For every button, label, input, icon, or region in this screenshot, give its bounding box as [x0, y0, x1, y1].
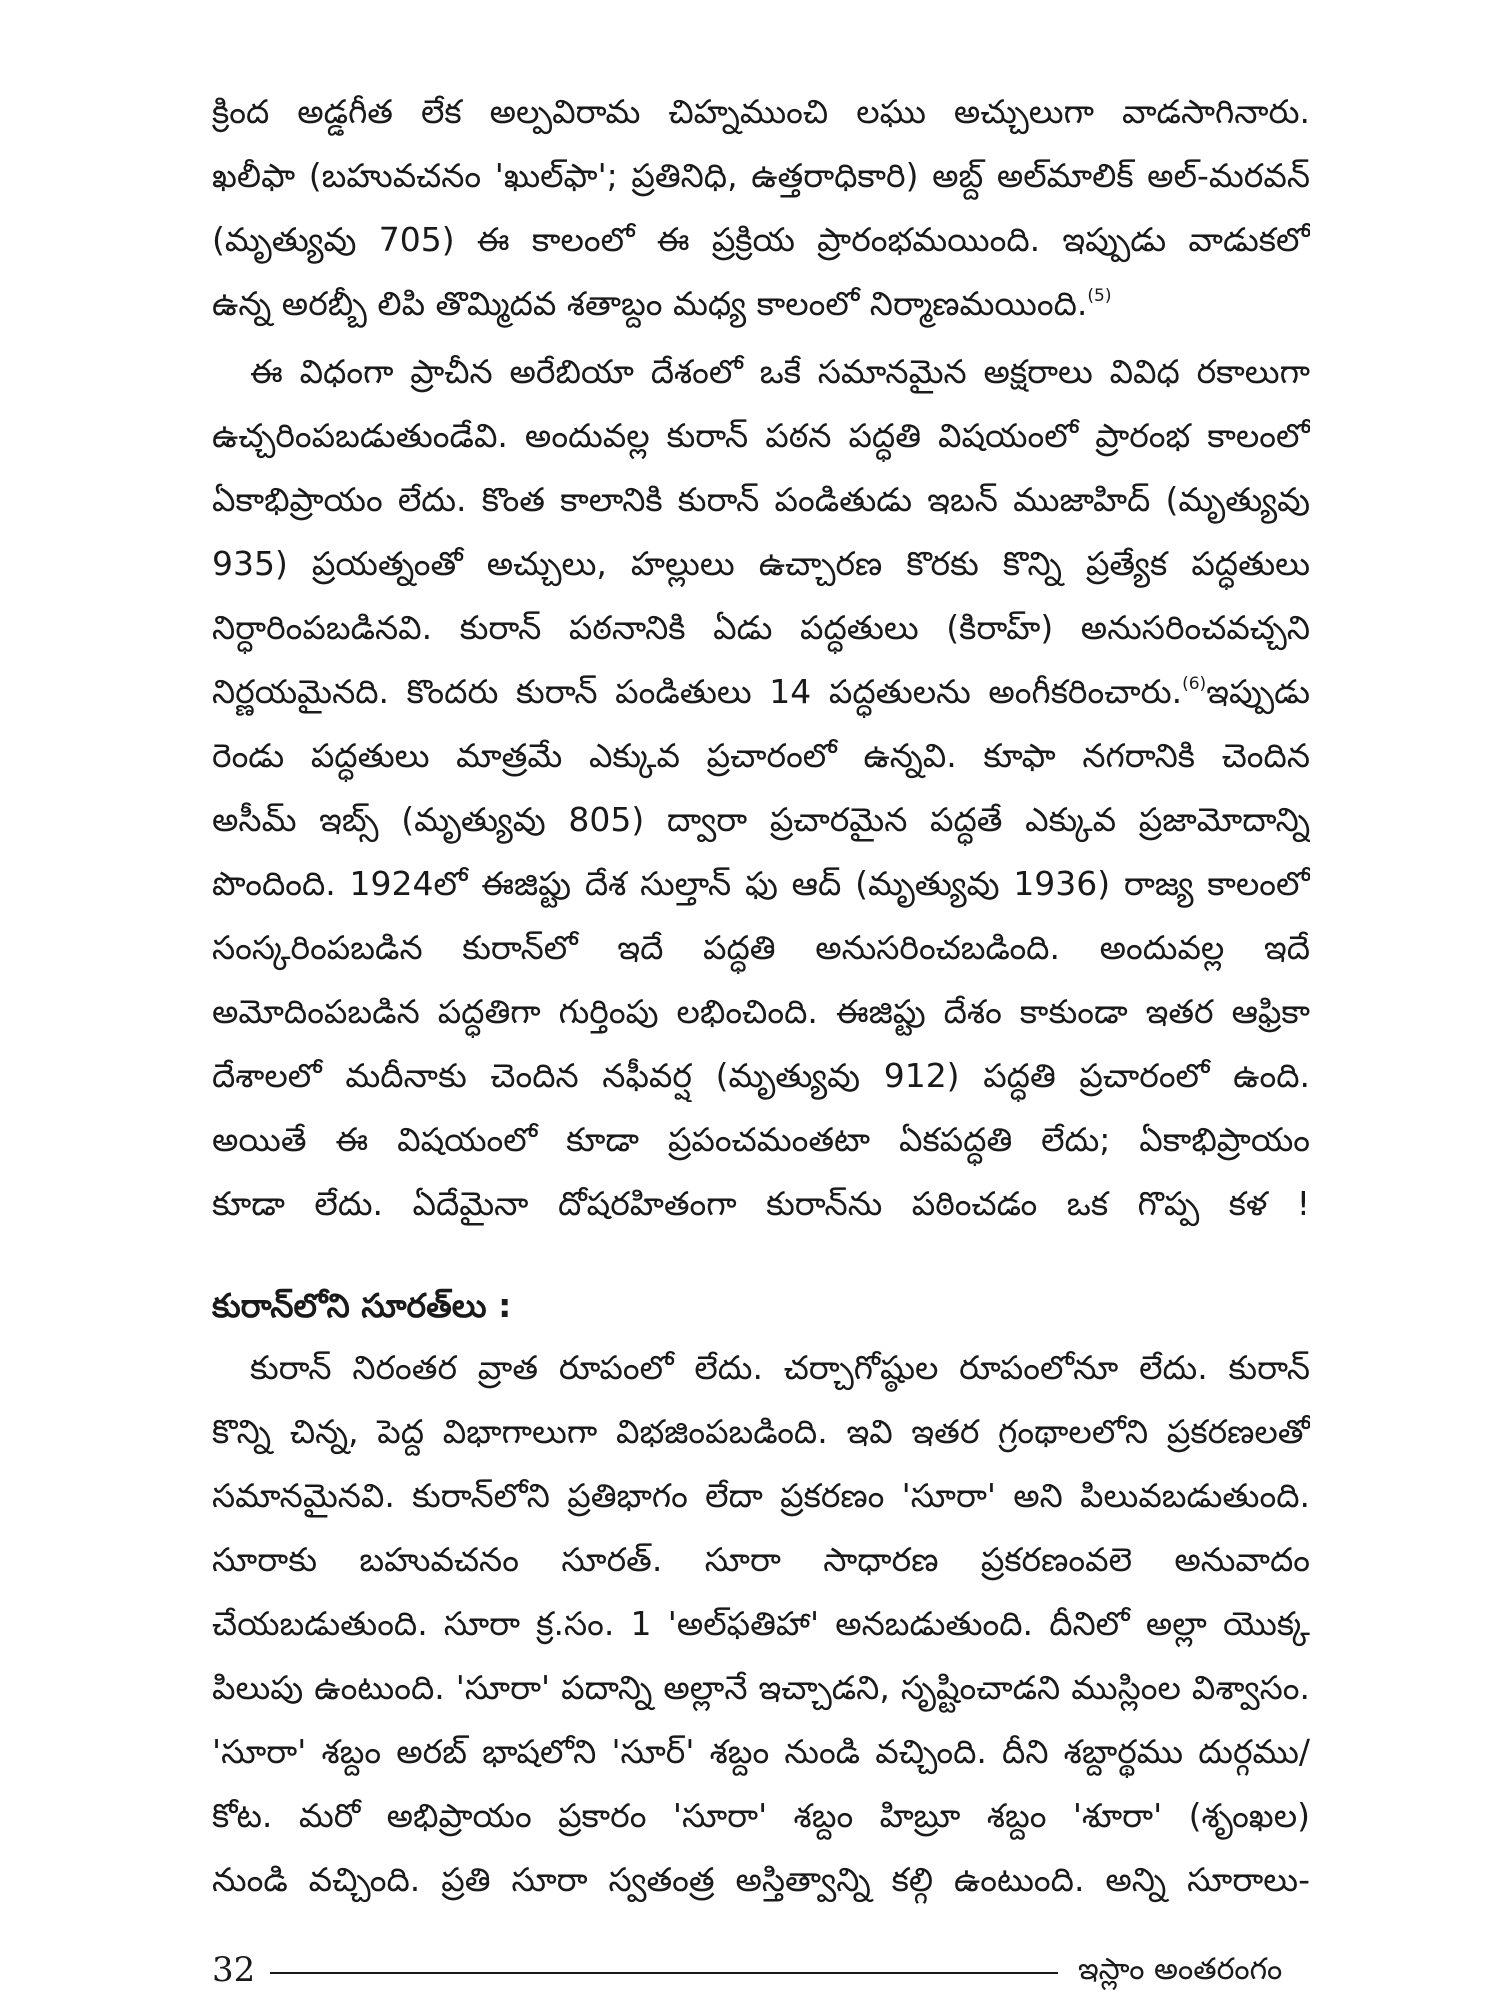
text-line: ఈ విధంగా ప్రాచీన అరేబియా దేశంలో ఒకే సమానమైన అక్షరాలు వివిధ రకాలుగా — [250, 352, 1310, 391]
text-line: 935) ప్రయత్నంతో అచ్చులు, హల్లులు ఉచ్చారణ కొరకు కొన్ని ప్రత్యేక పద్ధతులు — [212, 544, 1310, 583]
text-line: దేశాలలో మదీనాకు చెందిన నఫీవర్ష (మృత్యువు 912) పద్ధతి ప్రచారంలో ఉంది. — [212, 1056, 1310, 1095]
text-line: (మృత్యువు 705) ఈ కాలంలో ఈ ప్రక్రియ ప్రారంభమయింది. ఇప్పుడు వాడుకలో — [212, 220, 1310, 259]
text-line: ఉచ్చరింపబడుతుండేవి. అందువల్ల కురాన్ పఠన పద్ధతి విషయంలో ప్రారంభ కాలంలో — [212, 416, 1310, 455]
text-line: నిర్ధారింపబడినవి. కురాన్ పఠనానికి ఏడు పద్ధతులు (కిరాహ్) అనుసరించవచ్చని — [212, 608, 1310, 647]
footnote-reference: (5) — [1087, 286, 1112, 306]
text-line: ఖలీఫా (బహువచనం 'ఖుల్‌ఫా'; ప్రతినిధి, ఉత్తరాధికారి) అబ్ద్ అల్‌మాలిక్ అల్-మరవన్ — [212, 156, 1310, 195]
section-heading: కురాన్‌లోని సూరత్‌లు : — [212, 1286, 512, 1325]
text-line: సమానమైనవి. కురాన్‌లోని ప్రతిభాగం లేదా ప్రకరణం 'సూరా' అని పిలువబడుతుంది. — [212, 1476, 1310, 1515]
footer-divider — [270, 1972, 1058, 1974]
text-line: కొన్ని చిన్న, పెద్ద విభాగాలుగా విభజింపబడింది. ఇవి ఇతర గ్రంథాలలోని ప్రకరణలతో — [212, 1412, 1310, 1451]
text-line: ఏకాభిప్రాయం లేదు. కొంత కాలానికి కురాన్ పండితుడు ఇబన్ ముజాహిద్ (మృత్యువు — [212, 480, 1310, 519]
footnote-reference: (6) — [1182, 674, 1207, 694]
page-number: 32 — [212, 1950, 256, 1990]
text-line: అయితే ఈ విషయంలో కూడా ప్రపంచమంతటా ఏకపద్ధతి లేదు; ఏకాభిప్రాయం — [212, 1120, 1310, 1159]
text-line: అమోదింపబడిన పద్ధతిగా గుర్తింపు లభించింది. ఈజిప్టు దేశం కాకుండా ఇతర ఆఫ్రికా — [212, 992, 1310, 1031]
text-line: కురాన్ నిరంతర వ్రాత రూపంలో లేదు. చర్చాగోష్ఠుల రూపంలోనూ లేదు. కురాన్ — [250, 1348, 1310, 1387]
text-line-with-note — [212, 666, 1310, 718]
text-line: 'సూరా' శబ్దం అరబ్ భాషలోని 'సూర్' శబ్దం నుండి వచ్చింది. దీని శబ్దార్థము దుర్గము/ — [212, 1732, 1310, 1771]
text-line: ఉన్న అరబ్బీ లిపి తొమ్మిదవ శతాబ్దం మధ్య కాలంలో నిర్మాణమయింది. — [212, 284, 1088, 323]
text-line: సంస్కరింపబడిన కురాన్‌లో ఇదే పద్ధతి అనుసరించబడింది. అందువల్ల ఇదే — [212, 928, 1310, 967]
text-line-with-note — [212, 278, 1310, 330]
text-line: కూడా లేదు. ఏదేమైనా దోషరహితంగా కురాన్‌ను పఠించడం ఒక గొప్ప కళ ! — [212, 1184, 1310, 1223]
text-line: రెండు పద్ధతులు మాత్రమే ఎక్కువ ప్రచారంలో ఉన్నవి. కూఫా నగరానికి చెందిన — [212, 736, 1310, 775]
text-line: చేయబడుతుంది. సూరా క్ర.సం. 1 'అల్‌ఫతిహా' అనబడుతుంది. దీనిలో అల్లా యొక్క — [212, 1604, 1310, 1643]
text-line: కోట. మరో అభిప్రాయం ప్రకారం 'సూరా' శబ్దం హిబ్రూ శబ్దం 'శూరా' (శృంఖల) — [212, 1796, 1310, 1835]
text-line: నిర్ణయమైనది. కొందరు కురాన్ పండితులు 14 పద్ధతులను అంగీకరించారు. — [212, 672, 1183, 711]
text-line: క్రింద అడ్డగీత లేక అల్పవిరామ చిహ్నముంచి లఘు అచ్చులుగా వాడసాగినారు. — [212, 92, 1310, 131]
text-line-tail: ఇప్పుడు — [1206, 672, 1310, 711]
book-title: ఇస్లాం అంతరంగం — [1078, 1952, 1283, 1987]
text-line: పొందింది. 1924లో ఈజిప్టు దేశ సుల్తాన్ ఫు ఆద్ (మృత్యువు 1936) రాజ్య కాలంలో — [212, 864, 1310, 903]
text-line: అసీమ్ ఇబ్స్ (మృత్యువు 805) ద్వారా ప్రచారమైన పద్ధతే ఎక్కువ ప్రజామోదాన్ని — [212, 800, 1310, 839]
text-line: పిలుపు ఉంటుంది. 'సూరా' పదాన్ని అల్లానే ఇచ్చాడని, సృష్టించాడని ముస్లింల విశ్వాసం. — [212, 1668, 1310, 1707]
text-line: సూరాకు బహువచనం సూరత్. సూరా సాధారణ ప్రకరణంవలె అనువాదం — [212, 1540, 1310, 1579]
text-line: నుండి వచ్చింది. ప్రతి సూరా స్వతంత్ర అస్తిత్వాన్ని కల్గి ఉంటుంది. అన్ని సూరాలు- — [212, 1860, 1310, 1899]
